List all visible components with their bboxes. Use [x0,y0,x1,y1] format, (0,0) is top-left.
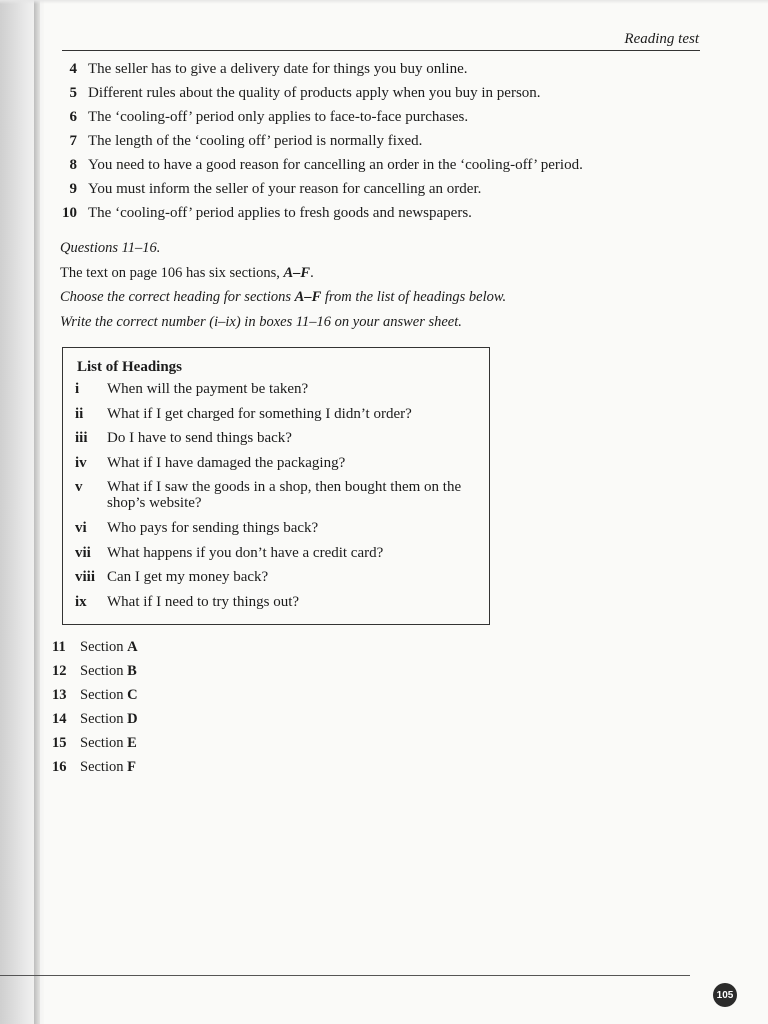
heading-item [63,545,483,570]
heading-item [63,381,483,406]
heading-item [63,406,483,431]
section-question-number: 13 [52,687,67,703]
instruction-line-1: The text on page 106 has six sections, A–F. [60,264,314,281]
question-number: 7 [69,133,77,149]
question-item [52,181,712,205]
heading-item [63,594,483,619]
question-text: You must inform the seller of your reason for cancelling an order. [88,181,482,197]
question-item [52,85,712,109]
section-item [52,735,352,759]
question-item [52,133,712,157]
heading-numeral: i [75,381,80,397]
heading-text: Can I get my money back? [107,569,269,585]
section-item [52,687,352,711]
heading-numeral: ix [75,593,87,610]
question-list [52,61,712,229]
heading-text: When will the payment be taken? [107,381,309,397]
footer-rule [0,975,690,976]
question-text: The ‘cooling-off’ period only applies to face-to-face purchases. [88,109,469,125]
section-question-number: 11 [52,639,66,655]
question-number: 6 [69,109,77,125]
section-question-number: 16 [52,759,67,775]
section-question-number: 14 [52,711,67,727]
question-item [52,61,712,85]
heading-item [63,479,483,520]
heading-text: Who pays for sending things back? [107,520,319,536]
heading-numeral: iv [75,454,87,471]
section-item [52,663,352,687]
heading-item [63,520,483,545]
header-rule [62,50,700,51]
heading-text: What if I get charged for something I didn’t order? [107,405,412,422]
question-text: You need to have a good reason for cancelling an order in the ‘cooling-off’ period. [88,157,583,173]
heading-numeral: ii [75,405,84,422]
question-number: 10 [62,205,77,221]
section-label: Section B [80,663,137,679]
heading-item [63,430,483,455]
running-header: Reading test [624,31,699,47]
list-of-headings-box [62,347,490,625]
heading-text: What if I have damaged the packaging? [107,454,346,471]
instruction-line-3: Write the correct number (i–ix) in boxes 11–16 on your answer sheet. [60,313,462,330]
instruction-line-2: Choose the correct heading for sections A–F from the list of headings below. [60,289,507,305]
page-top-edge [0,0,768,4]
heading-text: What if I need to try things out? [107,593,300,610]
section-question-number: 15 [52,735,67,751]
question-text: The length of the ‘cooling off’ period is normally fixed. [88,133,423,149]
question-text: The seller has to give a delivery date for things you buy online. [88,61,468,77]
section-label: Section A [80,639,138,655]
page-gutter [34,0,40,1024]
section-label: Section C [80,687,138,703]
heading-item [63,569,483,594]
headings-box-title: List of Headings [77,359,183,375]
section-label: Section F [80,759,136,775]
section-item [52,711,352,735]
section-item [52,759,352,783]
question-text: The ‘cooling-off’ period applies to fresh goods and newspapers. [88,205,472,221]
question-item [52,109,712,133]
page-number-badge: 105 [713,983,737,1007]
heading-item [63,455,483,480]
heading-text: What if I saw the goods in a shop, then bought them on the shop’s website? [107,479,462,511]
question-text: Different rules about the quality of products apply when you buy in person. [88,85,541,101]
instructions-block [60,240,710,338]
question-item [52,205,712,229]
questions-range: Questions 11–16. [60,240,161,256]
question-item [52,157,712,181]
section-label: Section E [80,735,137,751]
question-number: 9 [69,181,77,197]
heading-text: Do I have to send things back? [107,430,292,446]
heading-text: What happens if you don’t have a credit card? [107,544,384,561]
headings-list [63,381,483,618]
section-question-number: 12 [52,663,67,679]
heading-numeral: vii [75,544,91,561]
question-number: 4 [69,61,77,77]
question-number: 8 [69,157,77,173]
heading-numeral: viii [75,569,96,585]
section-answer-list [52,639,352,783]
section-item [52,639,352,663]
heading-numeral: vi [75,520,87,536]
section-label: Section D [80,711,138,727]
question-number: 5 [69,85,77,101]
heading-numeral: v [75,479,83,495]
heading-numeral: iii [75,430,88,446]
